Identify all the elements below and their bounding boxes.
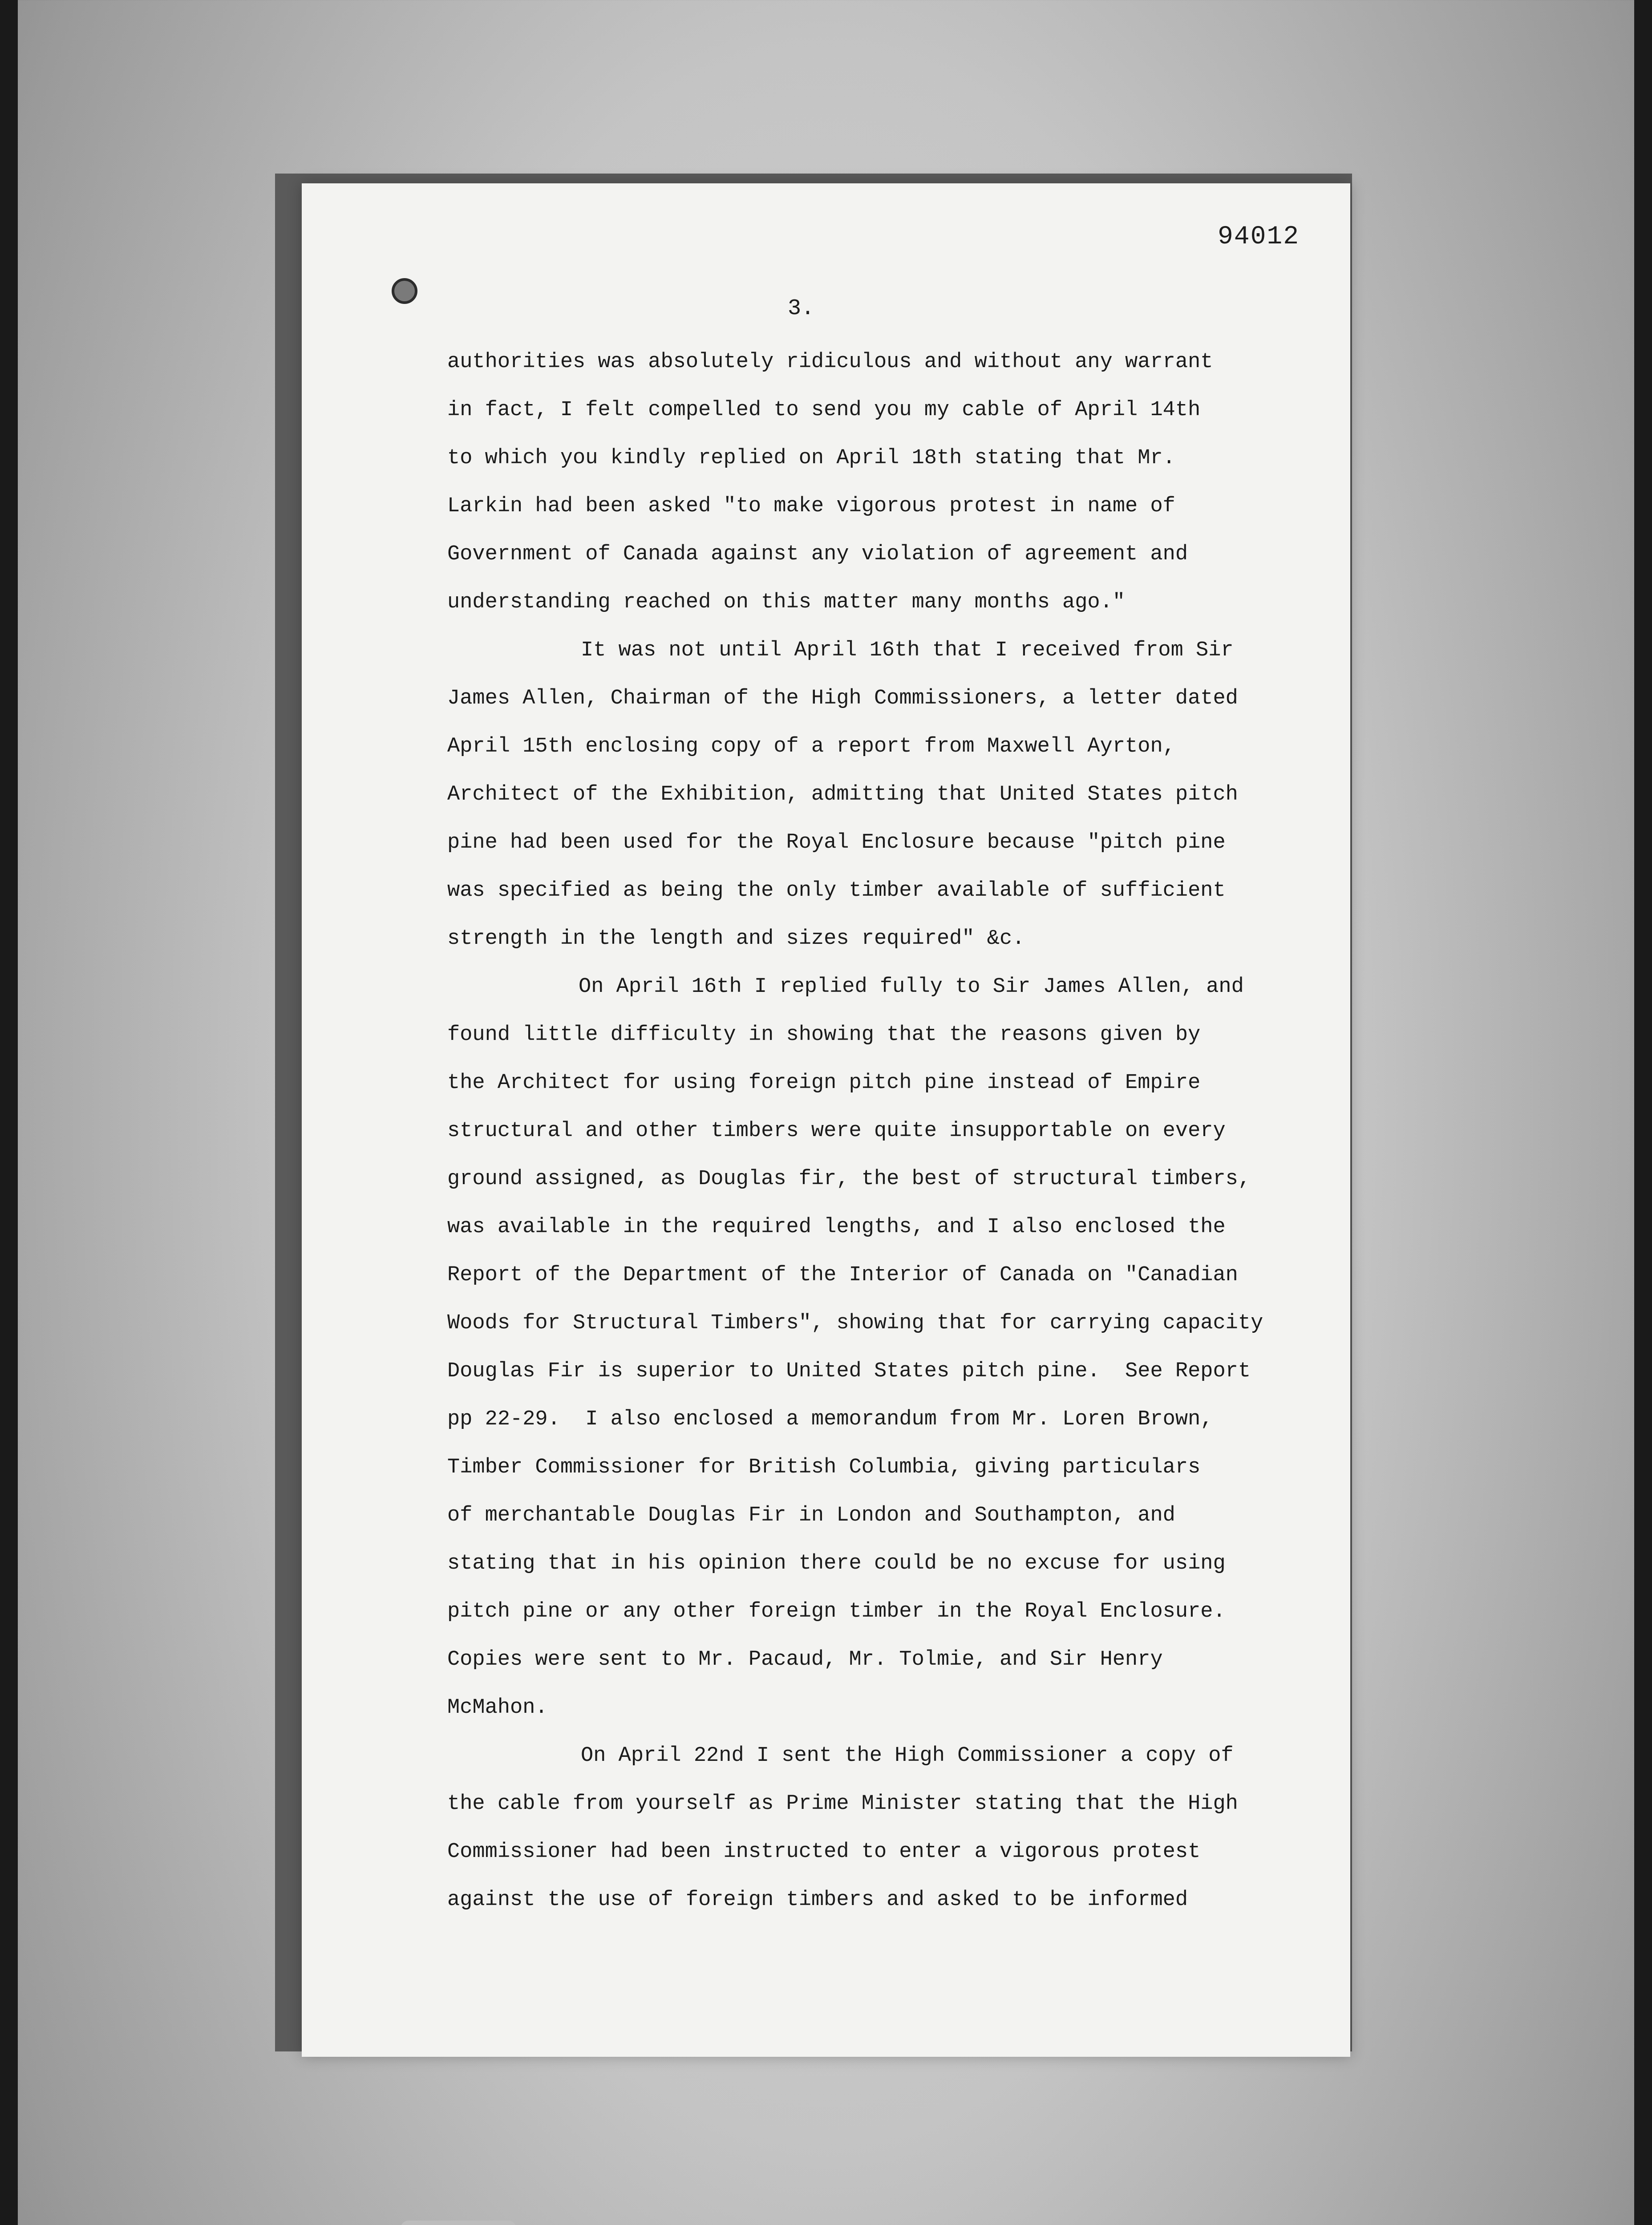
punch-hole (392, 278, 417, 304)
text-line: was available in the required lengths, and I also enclosed the (447, 1215, 1226, 1239)
text-line: to which you kindly replied on April 18th stating that Mr. (447, 446, 1175, 470)
text-line: was specified as being the only timber available of sufficient (447, 879, 1226, 902)
film-edge-right (1634, 0, 1652, 2225)
text-line: April 15th enclosing copy of a report from Maxwell Ayrton, (447, 735, 1175, 758)
text-line: found little difficulty in showing that the reasons given by (447, 1023, 1201, 1047)
film-edge-left (0, 0, 18, 2225)
text-line: McMahon. (447, 1696, 548, 1719)
text-line: pitch pine or any other foreign timber in the Royal Enclosure. (447, 1600, 1226, 1623)
text-line: understanding reached on this matter many months ago." (447, 591, 1126, 614)
letter-body (447, 338, 1320, 1924)
document-number: 94012 (1217, 222, 1300, 251)
text-line: Douglas Fir is superior to United States pitch pine. See Report (447, 1359, 1251, 1383)
text-line: Copies were sent to Mr. Pacaud, Mr. Tolmie, and Sir Henry (447, 1648, 1163, 1671)
text-line: On April 16th I replied fully to Sir James Allen, and (579, 975, 1244, 999)
text-line: strength in the length and sizes required" &c. (447, 927, 1025, 951)
text-line: structural and other timbers were quite insupportable on every (447, 1119, 1226, 1143)
text-line: against the use of foreign timbers and asked to be informed (447, 1888, 1188, 1912)
text-line: Report of the Department of the Interior of Canada on "Canadian (447, 1263, 1238, 1287)
text-line: the cable from yourself as Prime Minister stating that the High (447, 1792, 1238, 1816)
text-line: ground assigned, as Douglas fir, the best of structural timbers, (447, 1167, 1251, 1191)
text-line: stating that in his opinion there could be no excuse for using (447, 1552, 1226, 1575)
text-line: Commissioner had been instructed to enter a vigorous protest (447, 1840, 1201, 1864)
text-line: It was not until April 16th that I received from Sir (581, 639, 1234, 662)
text-line: Woods for Structural Timbers", showing that for carrying capacity (447, 1311, 1263, 1335)
text-line: pp 22-29. I also enclosed a memorandum from Mr. Loren Brown, (447, 1408, 1213, 1431)
text-line: James Allen, Chairman of the High Commissioners, a letter dated (447, 687, 1238, 710)
tape-clip-left (401, 2221, 516, 2225)
text-line: On April 22nd I sent the High Commissioner a copy of (581, 1744, 1234, 1768)
text-line: authorities was absolutely ridiculous and without any warrant (447, 350, 1213, 374)
page-number: 3. (787, 296, 814, 321)
text-line: Architect of the Exhibition, admitting that United States pitch (447, 783, 1238, 806)
text-line: Larkin had been asked "to make vigorous protest in name of (447, 494, 1175, 518)
text-line: Government of Canada against any violation of agreement and (447, 542, 1188, 566)
text-line: in fact, I felt compelled to send you my cable of April 14th (447, 398, 1201, 422)
text-line: Timber Commissioner for British Columbia, giving particulars (447, 1456, 1201, 1479)
text-line: of merchantable Douglas Fir in London and Southampton, and (447, 1504, 1175, 1527)
text-line: the Architect for using foreign pitch pine instead of Empire (447, 1071, 1201, 1095)
text-line: pine had been used for the Royal Enclosure because "pitch pine (447, 831, 1226, 854)
